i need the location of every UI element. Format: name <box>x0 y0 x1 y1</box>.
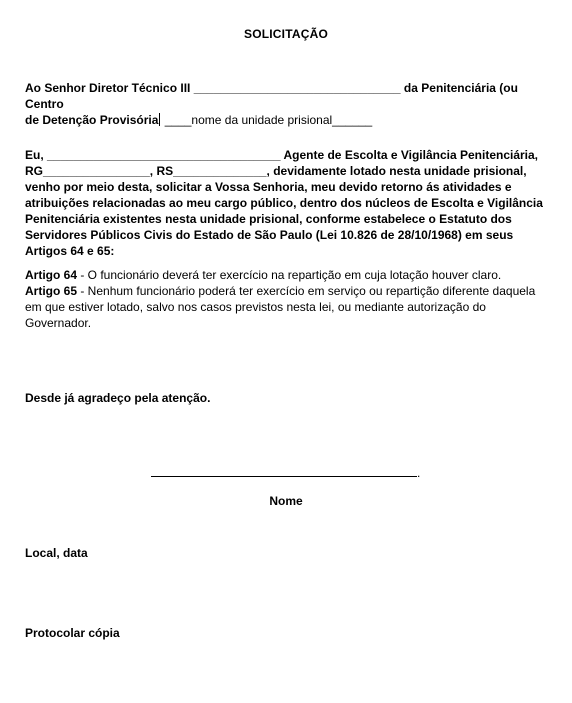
addressee-text-a: Ao Senhor Diretor Técnico III <box>25 81 194 95</box>
article-65-text: em que estiver lotado, salvo nos casos previstos nesta lei, ou mediante autorização do <box>25 300 486 314</box>
addressee-text-c: de Detenção Provisória <box>25 113 159 127</box>
request-line: atribuições relacionadas ao meu cargo público, dentro dos núcleos de Escolta e Vigilância <box>25 196 543 210</box>
document-title: SOLICITAÇÃO <box>244 27 328 41</box>
article-65 <box>25 283 545 299</box>
protocol-label: Protocolar cópia <box>25 626 120 640</box>
addressee-line-2 <box>25 112 545 128</box>
request-line: Eu, ___________________________________ Agente de Escolta e Vigilância Penitenciária, <box>25 148 539 162</box>
request-line: Artigos 64 e 65: <box>25 244 115 258</box>
unit-blank: _______________________________ <box>193 81 401 95</box>
signature-line <box>151 476 417 477</box>
articles-paragraph <box>25 267 545 331</box>
article-65-text: Governador. <box>25 316 92 330</box>
article-65-label: Artigo 65 <box>25 284 78 298</box>
request-line: venho por meio desta, solicitar a Vossa Senhoria, meu devido retorno ás atividades e <box>25 180 512 194</box>
request-line: Servidores Públicos Civis do Estado de São Paulo (Lei 10.826 de 28/10/1968) em seus <box>25 228 514 242</box>
place-date-label: Local, data <box>25 546 88 560</box>
addressee-text-b: da Penitenciária (ou Centro <box>25 81 518 111</box>
request-paragraph <box>25 147 545 259</box>
thanks-line: Desde já agradeço pela atenção. <box>25 391 211 405</box>
name-label: Nome <box>269 494 303 508</box>
request-line: RG________________, RS______________, devidamente lotado nesta unidade prisional, <box>25 164 527 178</box>
signature-dot: . <box>417 466 421 480</box>
request-line: Penitenciária existentes nesta unidade prisional, conforme estabelece o Estatuto dos <box>25 212 512 226</box>
article-64-label: Artigo 64 <box>25 268 78 282</box>
addressee-line-1 <box>25 80 545 112</box>
article-64 <box>25 267 545 283</box>
unit-name-placeholder: ____nome da unidade prisional______ <box>161 113 373 127</box>
addressee-paragraph <box>25 80 545 128</box>
article-64-text: - O funcionário deverá ter exercício na repartição em cuja lotação houver claro. <box>77 268 502 282</box>
article-65-text: - Nenhum funcionário poderá ter exercício em serviço ou repartição diferente daquela <box>77 284 536 298</box>
